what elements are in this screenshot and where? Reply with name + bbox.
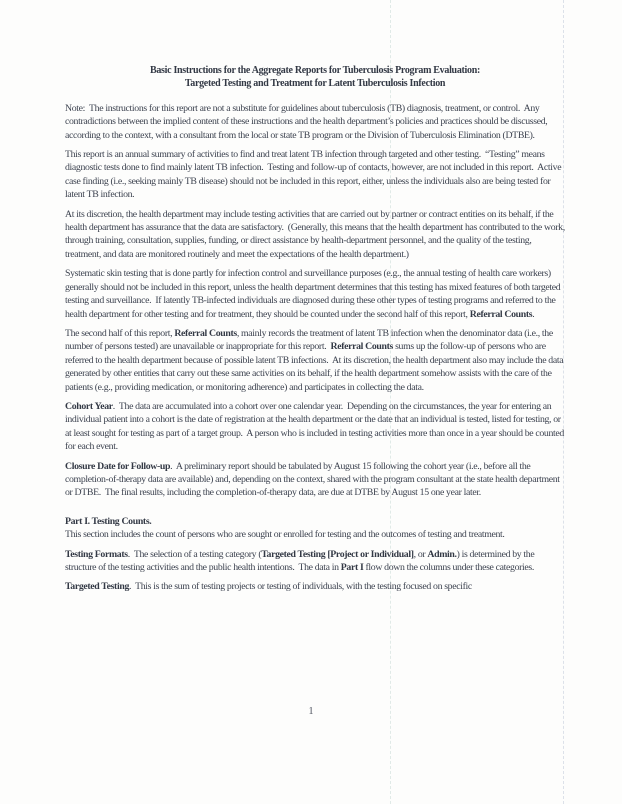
paragraph-cohort-year [65,400,565,454]
text-run: , or [413,548,428,560]
paragraph-discretion [65,208,565,262]
text-run: sums up the follow-up of persons who are referred to the health department because of possible latent TB infections. At its discretion, the health department also may include the data generated by other entities that carry out these same activities on its behalf, if the health department somehow assists with the care of the patients (e.g., providing medication, or monitoring adherence) and participates in collecting the data. [65,341,566,393]
text-run: . The data are accumulated into a cohort over one calendar year. Depending on the circumstances, the year for entering an individual patient into a cohort is the date of registration at the health department or the date that an individual is tested, listed for testing, or at least sought for testing as part of a target group. A person who is included in testing activities more than once in a year should be counted for each event. [65,400,567,453]
paragraph-report-summary [65,148,565,202]
text-run: , mainly records the treatment of latent TB infection when the denominator data (i.e., the number of persons tested) are unavailable or inappropriate for this report. [65,327,555,353]
document-title-line2: Targeted Testing and Treatment for Latent Tuberculosis Infection [184,78,446,90]
bold-text-run: Part I. Testing Counts. [65,515,152,527]
text-run: . A preliminary report should be tabulated by August 15 following the cohort year (i.e., before all the completion-of-therapy data are available) and, depending on the context, shared with the program consultant at the state health department or DTBE. The final results, including the completion-of-therapy data, are due at DTBE by August 15 one year later. [65,460,562,499]
document-title [65,64,565,91]
paragraph-systematic-testing [65,267,565,321]
text-run: At its discretion, the health department may include testing activities that are carried out by partner or contract entities on its behalf, if the health department has assurance that the data are satisfactory. (Generally, this means that the health department has contributed to the work, through training, consultation, supplies, funding, or direct assistance by health-department personnel, and the quality of the testing, treatment, and data are monitored routinely and meet the expectations of the health department.) [65,208,567,260]
bold-text-run: Part I [340,562,364,573]
text-run: . This is the sum of testing projects or testing of individuals, with the testing focused on specific [129,581,472,593]
document-title-line1: Basic Instructions for the Aggregate Reports for Tuberculosis Program Evaluation: [149,65,481,76]
text-run: . The selection of a testing category ( [127,548,262,560]
page-number: 1 [308,706,314,717]
text-run: Note: The instructions for this report are not a substitute for guidelines about tuberculosis (TB) diagnosis, treatment, or control. Any contradictions between the implied content of these instructions and the health department’s policies and practices should be discussed, according to the context, with a consultant from the local or state TB program or the Division of Tuberculosis Elimination (DTBE). [65,102,550,141]
bold-text-run: Cohort Year [65,400,113,412]
text-run: The second half of this report, [65,327,175,339]
paragraph-testing-formats [65,548,565,575]
text-run: This section includes the count of persons who are sought or enrolled for testing and the outcomes of testing and treatment. [65,529,505,541]
text-run: flow down the columns under these categories. [363,562,534,573]
text-run: Systematic skin testing that is done partly for infection control and surveillance purposes (e.g., the annual testing of health care workers) generally should not be included in this report, unless the health department determines that this testing has mixed features of both targeted testing and surveillance. If latently TB-infected individuals are diagnosed during these other types of testing programs and referred to the health department for other testing and for treatment, they should be counted under the second half of this report, [65,268,563,320]
text-run: This report is an annual summary of activities to find and treat latent TB infection through targeted and other testing. “Testing” means diagnostic tests done to find mainly latent TB infection. Testing and follow-up of contacts, however, are not included in this report. Active case finding (i.e., seeking mainly TB disease) should not be included in this report, either, unless the individuals also are being tested for latent TB infection. [65,149,564,201]
bold-text-run: Referral Counts [469,308,533,320]
bold-text-run: Admin. [427,548,457,560]
heading-part1 [65,515,565,528]
paragraph-targeted-testing [65,580,565,593]
paragraph-referral-counts [65,327,565,394]
text-run: ) is determined by the structure of the testing activities and the public health intentions. The data in [65,548,537,573]
document-text [65,102,565,594]
paragraph-part1-body [65,528,565,541]
paragraph-note [65,102,565,142]
bold-text-run: Closure Date for Follow-up [65,460,171,472]
paragraph-closure-date [65,460,565,500]
bold-text-run: Testing Formats [65,548,128,560]
document-content [65,64,565,600]
bold-text-run: Referral Counts [330,341,393,353]
bold-text-run: Targeted Testing [65,581,129,593]
bold-text-run: Targeted Testing [Project or Individual] [261,548,414,560]
text-run: . [532,308,535,320]
bold-text-run: Referral Counts [174,327,237,339]
